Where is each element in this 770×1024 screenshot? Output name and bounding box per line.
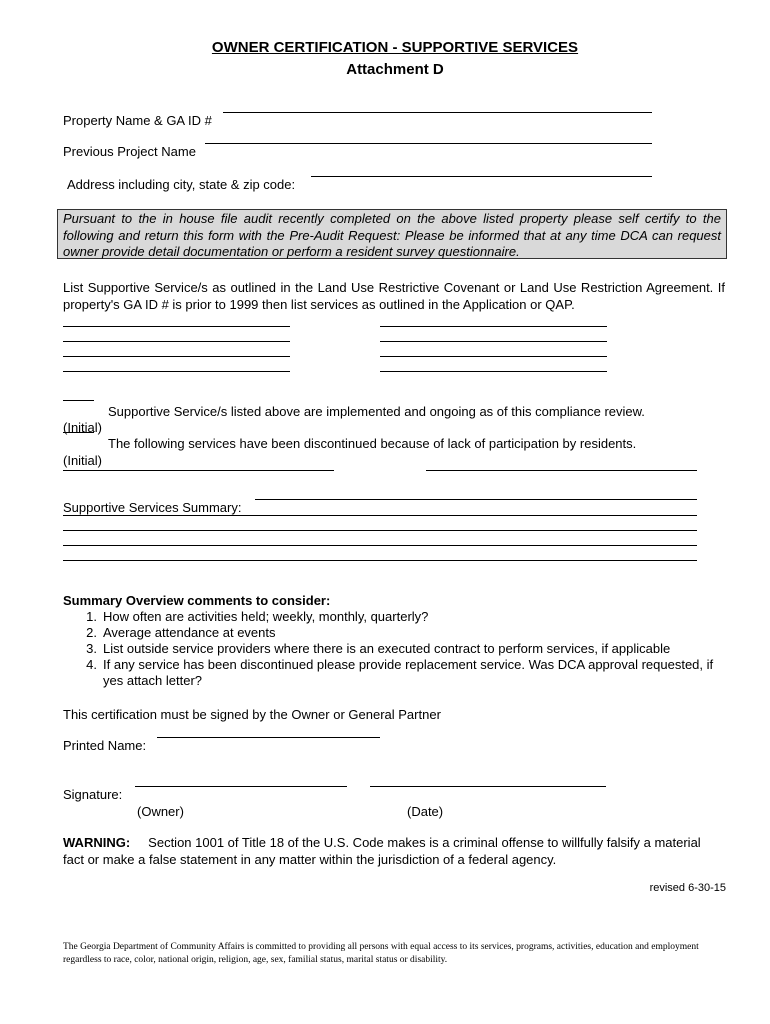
list-services-instructions: List Supportive Service/s as outlined in the Land Use Restrictive Covenant or Land Use Restriction Agreement. If property's GA ID # is prior to 1999 then list services as outlined in the Application or QAP. [63,280,725,312]
service-line-right-2[interactable] [380,341,607,342]
service-line-left-2[interactable] [63,341,290,342]
certification-text: This certification must be signed by the Owner or General Partner [63,707,441,722]
address-label: Address including city, state & zip code: [67,177,296,192]
summary-line-3[interactable] [63,530,697,531]
summary-line-1[interactable] [255,499,697,500]
audit-notice: Pursuant to the in house file audit recently completed on the above listed property please self certify to the following and return this form with the Pre-Audit Request: Please be informed that at any time DCA can request owner provide detail documentation or perform a resident survey questionnaire. [57,209,727,259]
initial-label-2: (Initial) [63,453,103,468]
owner-caption: (Owner) [137,804,184,819]
warning-statement [63,834,725,868]
service-line-right-3[interactable] [380,356,607,357]
summary-line-2[interactable] [63,515,697,516]
list-item: 4. If any service has been discontinued please provide replacement service. Was DCA approval requested, if yes attach letter? [86,657,714,688]
service-line-left-4[interactable] [63,371,290,372]
previous-project-label: Previous Project Name [63,144,196,159]
initial-option-ongoing: Supportive Service/s listed above are implemented and ongoing as of this compliance review. [108,404,645,419]
initial-field-1[interactable] [63,400,94,401]
overview-list [63,609,725,689]
signature-label: Signature: [63,787,123,802]
equal-access-footer: The Georgia Department of Community Affairs is committed to providing all persons with equal access to its services, programs, activities, education and employment regardless to race, color, national origin, religion, age, sex, familial status, marital status or disability. [63,942,699,965]
list-item: 2. Average attendance at events [86,625,276,640]
warning-text: Section 1001 of Title 18 of the U.S. Code makes is a criminal offense to willfully falsify a material fact or make a false statement in any matter within the jurisdiction of a federal agency. [63,835,701,867]
owner-signature-field[interactable] [135,786,347,787]
form-subtitle: Attachment D [346,61,444,78]
discontinued-service-line-1[interactable] [63,470,334,471]
initial-option-discontinued: The following services have been discontinued because of lack of participation by residents. [108,436,637,451]
date-caption: (Date) [407,804,444,819]
list-item: 3. List outside service providers where there is an executed contract to perform services, if applicable [86,641,671,656]
initial-field-2[interactable] [63,432,94,433]
summary-label: Supportive Services Summary: [63,500,242,515]
form-title: OWNER CERTIFICATION - SUPPORTIVE SERVICES [211,39,579,56]
printed-name-field[interactable] [157,737,380,738]
property-name-field[interactable] [223,112,652,113]
summary-line-4[interactable] [63,545,697,546]
service-line-left-3[interactable] [63,356,290,357]
address-field[interactable] [311,176,652,177]
service-line-right-4[interactable] [380,371,607,372]
previous-project-field[interactable] [205,143,652,144]
service-line-left-1[interactable] [63,326,290,327]
property-name-label: Property Name & GA ID # [63,113,212,128]
overview-heading: Summary Overview comments to consider: [63,593,331,608]
initial-label-1: (Initial) [63,420,103,435]
printed-name-label: Printed Name: [63,738,147,753]
service-line-right-1[interactable] [380,326,607,327]
summary-line-5[interactable] [63,560,697,561]
revision-date: revised 6-30-15 [649,882,726,894]
warning-label: WARNING: [63,835,131,850]
list-item: 1. How often are activities held; weekly, monthly, quarterly? [86,609,429,624]
date-field[interactable] [370,786,606,787]
discontinued-service-line-2[interactable] [426,470,697,471]
